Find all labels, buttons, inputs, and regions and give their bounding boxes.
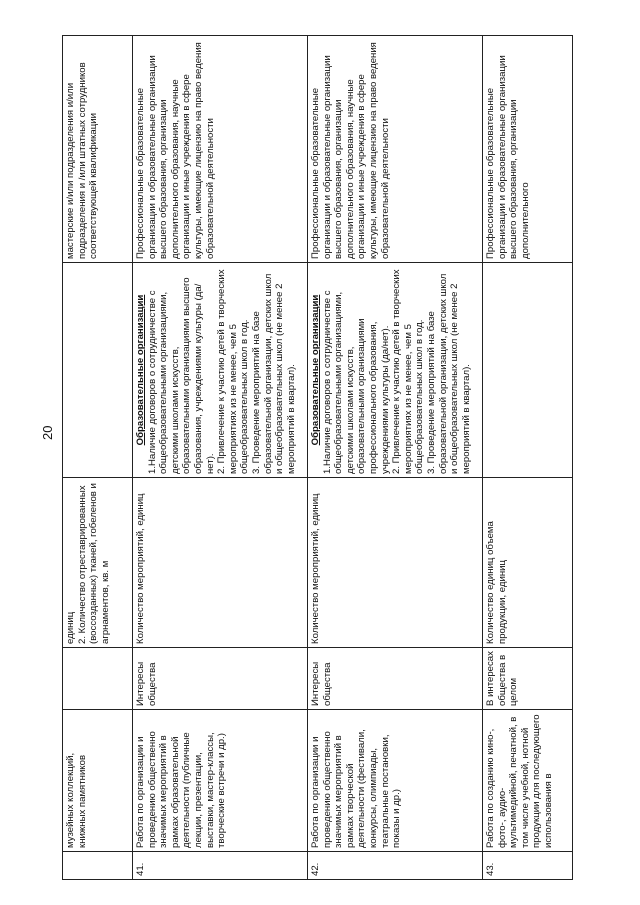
row-number (63, 852, 133, 880)
provider-cell: мастерские и/или подразделения и/или подразделения и /или штатных сотрудников соответствующей квалификации (63, 36, 133, 263)
indicator-line: Количество мероприятий, единиц (310, 493, 321, 644)
provider-cell: Профессиональные образовательные организации и образовательные организации высшего образования, организации дополнительного (483, 36, 573, 263)
condition-line: 1.Наличие договоров о сотрудничестве с общеобразовательными организациями, детскими школами искусств, образовательными организациями высшего образования, учреждениями культуры (да/нет). (146, 277, 216, 474)
conditions-title: Образовательные организации (310, 294, 321, 446)
row-number: 41. (133, 852, 308, 880)
indicator-line: 2. Количество отреставрированных (воссозданных) тканей, гобеленов и агрнаментов, кв. м (76, 483, 111, 644)
table-row (133, 36, 308, 880)
provider-cell: Профессиональные образовательные организации и образовательные организации высшего образования, организации дополнительного образования, научные организации и иные учреждения в сфере культуры, имеющие лицензию на право ведения образовательной деятельности (133, 36, 308, 263)
row-number: 43. (483, 852, 573, 880)
indicator-cell (483, 478, 573, 648)
condition-line: 3. Проведение мероприятий на базе образовательной организации, детских школ и общеобразовательных школ (не менее 2 мероприятий в квартал). (425, 273, 472, 474)
work-name: музейных коллекций, книжных памятников (63, 710, 133, 852)
condition-line: 3. Проведение мероприятий на базе образовательной организации, детских школ и общеобразовательных школ (не менее 2 мероприятий в квартал). (250, 273, 297, 474)
conditions-cell (483, 263, 573, 478)
indicator-cell (308, 478, 483, 648)
page-number: 20 (40, 425, 55, 440)
work-name: Работа по созданию кино-, фото-, аудио-мультимедийной, печатной, в том числе учебной, нотной продукции для последующего использования в (483, 710, 573, 852)
interest-cell (63, 648, 133, 710)
conditions-title: Образовательные организации (135, 294, 146, 446)
document-table (62, 35, 573, 880)
table-row (308, 36, 483, 880)
interest-cell: Интересы общества (133, 648, 308, 710)
work-name: Работа по организации и проведению общественно значимых мероприятий в рамках образовательной деятельности (публичные лекции, презентации, выставки, мастер-классы, творческие встречи и др.) (133, 710, 308, 852)
interest-cell: Интересы общества (308, 648, 483, 710)
indicator-cell (63, 478, 133, 648)
indicator-cell (133, 478, 308, 648)
indicator-line: Количество единиц объема продукции, единиц (485, 521, 508, 644)
condition-line: 2. Привлечение к участию детей в творческих мероприятиях из не менее, чем 5 общеобразовательных школ в год. (216, 269, 251, 474)
condition-line: 2. Привлечение к участию детей в творческих мероприятиях из не менее, чем 5 общеобразовательных школ в год. (391, 269, 426, 474)
table-row (63, 36, 133, 880)
conditions-cell (63, 263, 133, 478)
interest-cell: В интересах общества в целом (483, 648, 573, 710)
conditions-cell (308, 263, 483, 478)
work-name: Работа по организации и проведению общественно значимых мероприятий в рамках творческой деятельности (фестивали, конкурсы, олимпиады, театральные постановки, показы и др.) (308, 710, 483, 852)
conditions-cell (133, 263, 308, 478)
condition-line: 1.Наличие договоров о сотрудничестве с общеобразовательными организациями, детскими школами искусств, образовательными организациями профессионального образования, учреждениями культуры (да/нет). (321, 290, 391, 474)
table-row (483, 36, 573, 880)
provider-cell: Профессиональные образовательные организации и образовательные организации высшего образования, организации дополнительного образования, научные организации и иные учреждения в сфере культуры, имеющие лицензию на право ведения образовательной деятельности (308, 36, 483, 263)
rotated-page (62, 35, 572, 880)
indicator-line: Количество мероприятий, единиц (135, 493, 146, 644)
indicator-line: единиц (65, 611, 76, 644)
row-number: 42. (308, 852, 483, 880)
